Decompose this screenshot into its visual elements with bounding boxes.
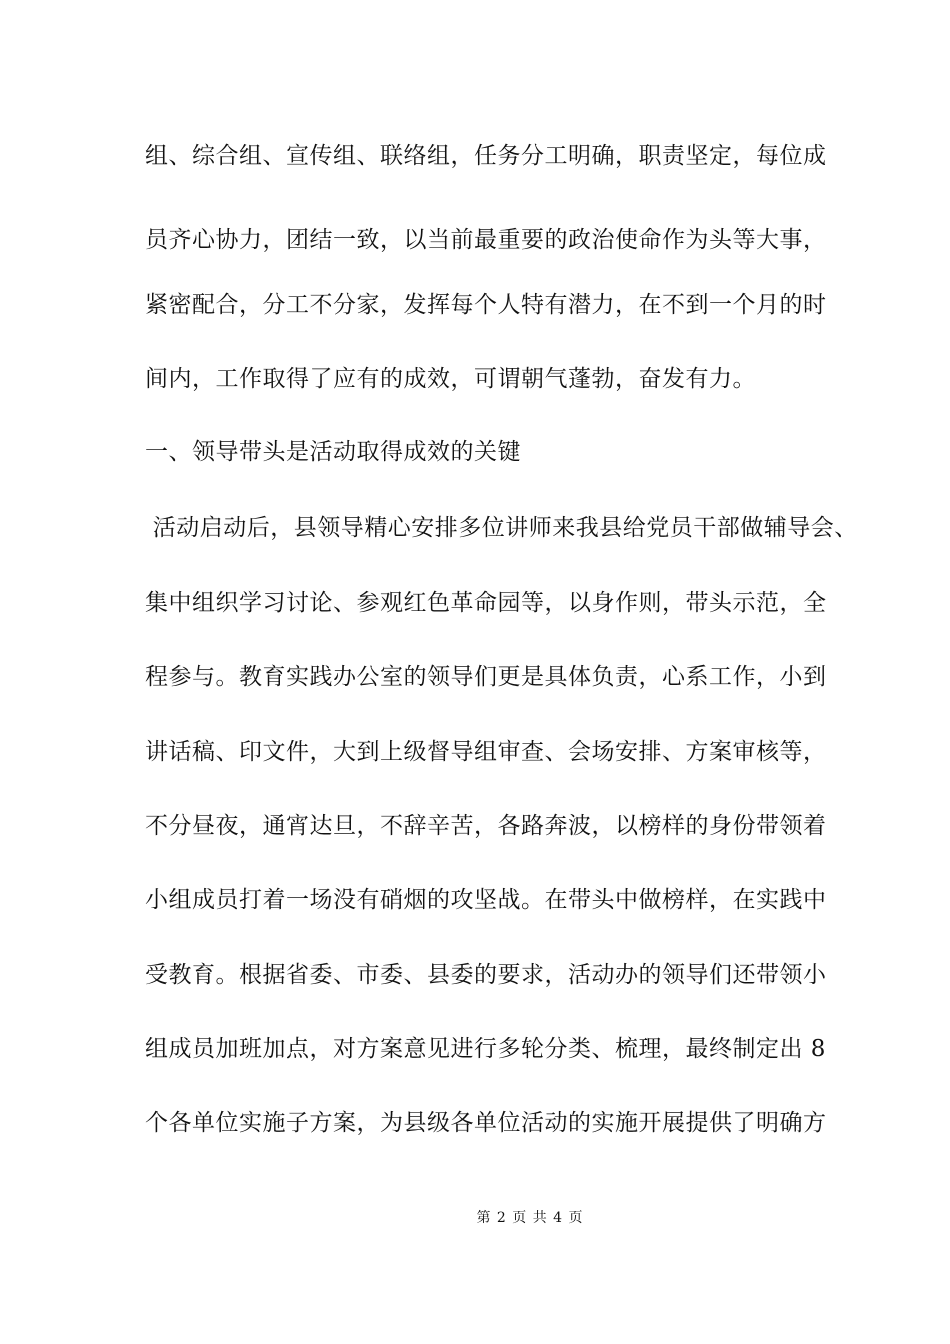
body-text-line: 个各单位实施子方案，为县级各单位活动的实施开展提供了明确方 xyxy=(145,1110,827,1136)
body-text-line: 讲话稿、印文件，大到上级督导组审查、会场安排、方案审核等， xyxy=(145,739,827,765)
body-text-line: 不分昼夜，通宵达旦，不辞辛苦，各路奔波，以榜样的身份带领着 xyxy=(145,813,827,839)
body-text-line: 紧密配合，分工不分家，发挥每个人特有潜力，在不到一个月的时 xyxy=(145,292,827,318)
body-text-line: 组成员加班加点，对方案意见进行多轮分类、梳理，最终制定出 8 xyxy=(145,1036,826,1062)
body-text-line: 活动启动后，县领导精心安排多位讲师来我县给党员干部做辅导会、 xyxy=(145,515,858,541)
body-text-line: 员齐心协力，团结一致，以当前最重要的政治使命作为头等大事， xyxy=(145,227,827,253)
body-text-line: 组、综合组、宣传组、联络组，任务分工明确，职责坚定，每位成 xyxy=(145,143,827,169)
body-text-line: 间内，工作取得了应有的成效，可谓朝气蓬勃，奋发有力。 xyxy=(145,366,756,392)
body-text-line: 小组成员打着一场没有硝烟的攻坚战。在带头中做榜样，在实践中 xyxy=(145,887,827,913)
page-number-footer: 第 2 页 共 4 页 xyxy=(476,1210,584,1226)
body-text-line: 受教育。根据省委、市委、县委的要求，活动办的领导们还带领小 xyxy=(145,962,827,988)
body-text-line: 程参与。教育实践办公室的领导们更是具体负责，心系工作，小到 xyxy=(145,664,827,690)
body-text-line: 集中组织学习讨论、参观红色革命园等，以身作则，带头示范，全 xyxy=(145,590,827,616)
section-heading: 一、领导带头是活动取得成效的关键 xyxy=(145,439,521,465)
